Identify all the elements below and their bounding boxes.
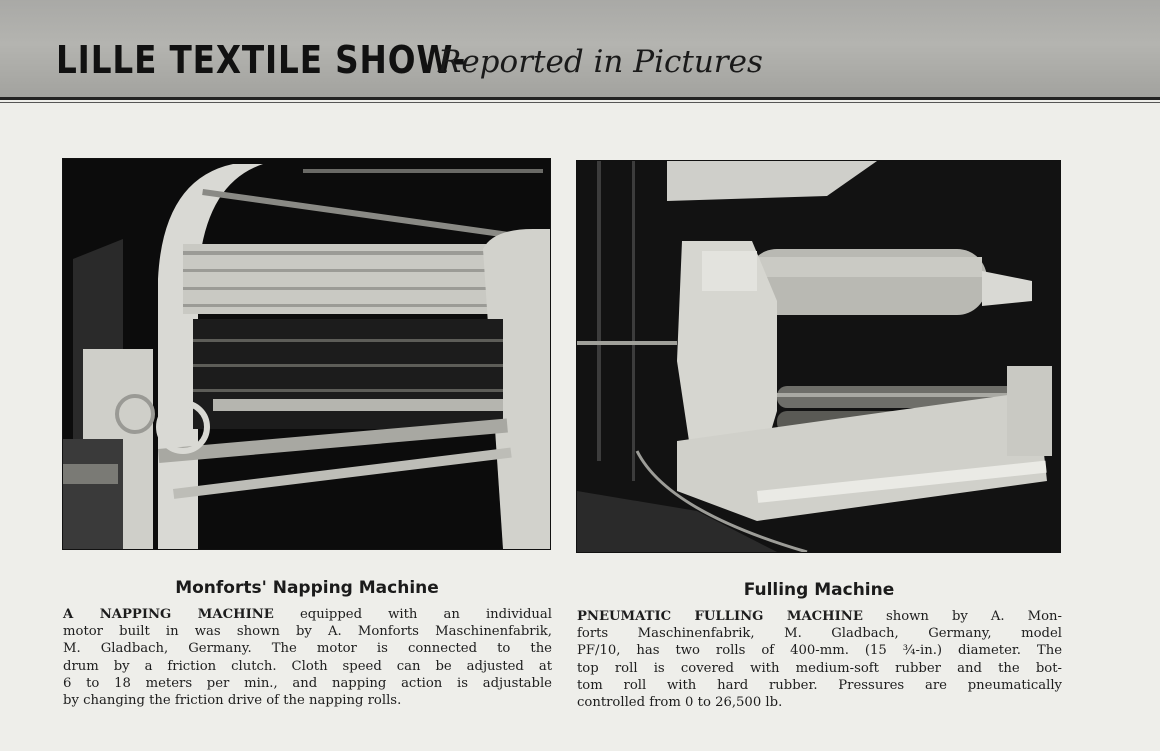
caption-title-fulling: Fulling Machine	[743, 580, 895, 600]
caption-line: M. Gladbach, Germany. The motor is connected to the	[63, 641, 552, 657]
caption-title-napping: Monforts' Napping Machine	[175, 578, 439, 598]
caption-line: PF/10, has two rolls of 400-mm. (15 ¾-in.) diameter. The	[577, 643, 1062, 659]
caption-lead: A NAPPING MACHINE	[63, 607, 274, 622]
caption-line: top roll is covered with medium-soft rubber and the bot-	[577, 660, 1062, 676]
caption-line: 6 to 18 meters per min., and napping action is adjustable	[63, 675, 552, 691]
fulling-machine-photo	[576, 160, 1061, 553]
caption-line: tom roll with hard rubber. Pressures are pneumatically	[577, 677, 1062, 693]
caption-line: A NAPPING MACHINE equipped with an individual	[63, 607, 552, 622]
caption-lead: PNEUMATIC FULLING MACHINE	[577, 609, 863, 624]
caption-line: by changing the friction drive of the napping rolls.	[63, 693, 402, 709]
caption-line: drum by a friction clutch. Cloth speed can be adjusted at	[63, 658, 552, 674]
caption-line: forts Maschinenfabrik, M. Gladbach, Germany, model	[577, 626, 1062, 642]
caption-line: controlled from 0 to 26,500 lb.	[577, 695, 783, 711]
caption-line: PNEUMATIC FULLING MACHINE shown by A. Mon-	[577, 609, 1063, 624]
page-subtitle: Reported in Pictures	[438, 44, 763, 80]
napping-machine-photo	[62, 158, 551, 550]
caption-body-napping	[63, 606, 552, 709]
page-title: LILLE TEXTILE SHOW-	[56, 38, 467, 82]
header-rule	[0, 97, 1160, 100]
caption-body-fulling	[577, 608, 1062, 711]
header-rule-thin	[0, 102, 1160, 103]
caption-line: motor built in was shown by A. Monforts Maschinenfabrik,	[63, 624, 552, 640]
